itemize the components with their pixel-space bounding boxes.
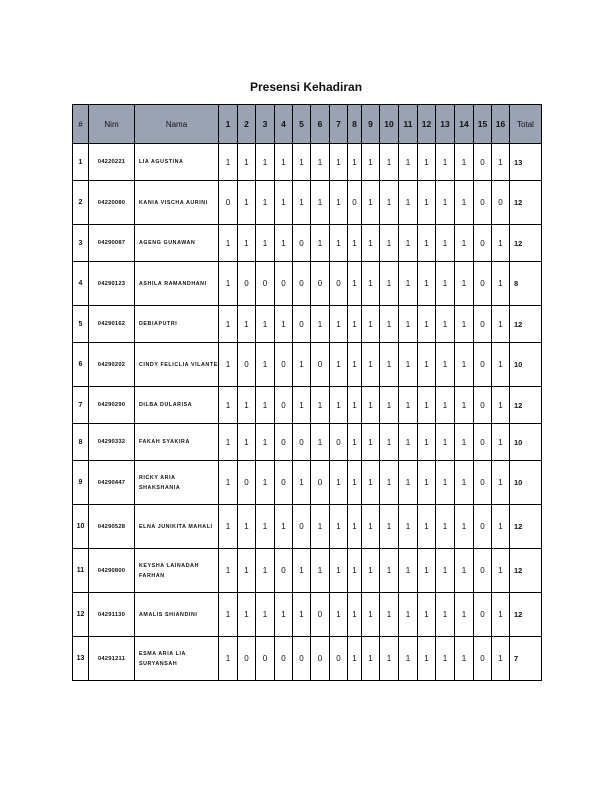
attendance-cell: 1: [455, 387, 474, 424]
table-row: [73, 637, 542, 681]
attendance-cell: 1: [380, 343, 399, 387]
attendance-cell: 0: [256, 262, 275, 306]
row-number: 1: [73, 144, 89, 181]
attendance-cell: 0: [311, 343, 330, 387]
attendance-cell: 1: [311, 181, 330, 225]
attendance-cell: 1: [238, 225, 256, 262]
attendance-cell: 1: [330, 343, 348, 387]
nama-cell: ASHILA RAMANDHANI: [135, 262, 219, 306]
attendance-cell: 1: [362, 144, 380, 181]
attendance-cell: 0: [474, 461, 492, 505]
attendance-cell: 1: [380, 637, 399, 681]
attendance-cell: 1: [418, 343, 436, 387]
attendance-cell: 1: [219, 306, 238, 343]
attendance-cell: 1: [492, 637, 510, 681]
nim-cell: 04220080: [89, 181, 135, 225]
nama-cell: KEYSHA LAINADAH FARHAN: [135, 549, 219, 593]
attendance-cell: 0: [293, 505, 311, 549]
attendance-cell: 0: [256, 637, 275, 681]
table-row: [73, 424, 542, 461]
attendance-cell: 0: [293, 424, 311, 461]
attendance-cell: 1: [436, 637, 455, 681]
attendance-cell: 1: [362, 505, 380, 549]
attendance-cell: 1: [348, 549, 362, 593]
nama-cell: CINDY FELICLIA VILANTE: [135, 343, 219, 387]
attendance-cell: 1: [455, 306, 474, 343]
attendance-cell: 0: [275, 637, 293, 681]
attendance-cell: 1: [436, 306, 455, 343]
attendance-cell: 1: [380, 461, 399, 505]
attendance-cell: 1: [418, 505, 436, 549]
total-cell: 12: [510, 549, 542, 593]
attendance-cell: 1: [492, 343, 510, 387]
attendance-cell: 0: [474, 181, 492, 225]
nama-cell: DEBIAPUTRI: [135, 306, 219, 343]
attendance-cell: 1: [436, 181, 455, 225]
nama-cell: DILBA DULARISA: [135, 387, 219, 424]
attendance-cell: 1: [455, 424, 474, 461]
attendance-cell: 1: [455, 461, 474, 505]
attendance-cell: 1: [492, 306, 510, 343]
attendance-cell: 1: [380, 549, 399, 593]
row-number: 2: [73, 181, 89, 225]
table-row: [73, 225, 542, 262]
attendance-cell: 1: [256, 387, 275, 424]
attendance-cell: 1: [492, 225, 510, 262]
nim-cell: 04220221: [89, 144, 135, 181]
attendance-cell: 1: [455, 549, 474, 593]
attendance-cell: 0: [311, 262, 330, 306]
attendance-cell: 1: [380, 505, 399, 549]
attendance-cell: 1: [418, 461, 436, 505]
attendance-cell: 1: [380, 262, 399, 306]
attendance-cell: 1: [219, 262, 238, 306]
row-number: 6: [73, 343, 89, 387]
attendance-cell: 1: [256, 225, 275, 262]
attendance-cell: 0: [275, 262, 293, 306]
attendance-cell: 1: [455, 144, 474, 181]
attendance-cell: 1: [348, 343, 362, 387]
row-number: 4: [73, 262, 89, 306]
attendance-cell: 1: [330, 461, 348, 505]
attendance-cell: 1: [219, 593, 238, 637]
attendance-cell: 1: [311, 505, 330, 549]
attendance-cell: 1: [436, 387, 455, 424]
attendance-cell: 1: [238, 505, 256, 549]
attendance-cell: 1: [348, 225, 362, 262]
attendance-cell: 1: [348, 424, 362, 461]
row-number: 7: [73, 387, 89, 424]
table-row: [73, 387, 542, 424]
column-header: #: [73, 105, 89, 144]
attendance-cell: 0: [474, 505, 492, 549]
attendance-cell: 1: [492, 593, 510, 637]
column-header: 11: [399, 105, 418, 144]
table-row: [73, 306, 542, 343]
attendance-cell: 1: [275, 306, 293, 343]
nim-cell: 04291211: [89, 637, 135, 681]
attendance-cell: 1: [275, 144, 293, 181]
attendance-cell: 0: [348, 181, 362, 225]
attendance-cell: 1: [238, 387, 256, 424]
attendance-cell: 1: [219, 387, 238, 424]
table-row: [73, 461, 542, 505]
attendance-cell: 1: [348, 387, 362, 424]
attendance-cell: 0: [474, 225, 492, 262]
nim-cell: 04290162: [89, 306, 135, 343]
nama-cell: FAKAH SYAKIRA: [135, 424, 219, 461]
attendance-cell: 0: [330, 637, 348, 681]
attendance-cell: 1: [455, 637, 474, 681]
attendance-cell: 1: [293, 144, 311, 181]
total-cell: 10: [510, 461, 542, 505]
attendance-cell: 1: [436, 549, 455, 593]
attendance-cell: 0: [275, 549, 293, 593]
attendance-cell: 1: [399, 225, 418, 262]
attendance-cell: 0: [474, 144, 492, 181]
attendance-cell: 1: [293, 593, 311, 637]
attendance-cell: 0: [293, 262, 311, 306]
attendance-cell: 1: [238, 181, 256, 225]
column-header: 14: [455, 105, 474, 144]
total-cell: 12: [510, 181, 542, 225]
table-row: [73, 144, 542, 181]
attendance-cell: 0: [474, 424, 492, 461]
attendance-cell: 1: [418, 593, 436, 637]
attendance-cell: 1: [219, 461, 238, 505]
attendance-cell: 1: [275, 225, 293, 262]
attendance-cell: 1: [362, 343, 380, 387]
column-header: 1: [219, 105, 238, 144]
attendance-cell: 0: [293, 225, 311, 262]
nim-cell: 04291130: [89, 593, 135, 637]
attendance-cell: 1: [380, 144, 399, 181]
attendance-cell: 1: [256, 424, 275, 461]
attendance-cell: 1: [348, 593, 362, 637]
nama-cell: AGENG GUNAWAN: [135, 225, 219, 262]
attendance-cell: 1: [219, 343, 238, 387]
attendance-cell: 1: [418, 387, 436, 424]
attendance-cell: 1: [311, 225, 330, 262]
attendance-cell: 1: [399, 181, 418, 225]
row-number: 11: [73, 549, 89, 593]
attendance-cell: 1: [330, 593, 348, 637]
attendance-cell: 1: [399, 424, 418, 461]
attendance-cell: 1: [238, 144, 256, 181]
attendance-cell: 1: [256, 306, 275, 343]
attendance-cell: 1: [436, 144, 455, 181]
row-number: 5: [73, 306, 89, 343]
attendance-cell: 1: [293, 181, 311, 225]
table-row: [73, 549, 542, 593]
column-header: 16: [492, 105, 510, 144]
row-number: 3: [73, 225, 89, 262]
attendance-cell: 1: [380, 306, 399, 343]
row-number: 9: [73, 461, 89, 505]
attendance-cell: 1: [311, 549, 330, 593]
attendance-cell: 1: [330, 387, 348, 424]
total-cell: 12: [510, 593, 542, 637]
attendance-cell: 0: [238, 262, 256, 306]
attendance-cell: 1: [348, 306, 362, 343]
attendance-cell: 1: [311, 144, 330, 181]
attendance-cell: 1: [455, 343, 474, 387]
total-cell: 12: [510, 387, 542, 424]
attendance-cell: 1: [436, 225, 455, 262]
attendance-cell: 1: [256, 144, 275, 181]
attendance-cell: 1: [238, 306, 256, 343]
attendance-cell: 1: [348, 144, 362, 181]
attendance-cell: 0: [474, 343, 492, 387]
attendance-cell: 0: [238, 461, 256, 505]
attendance-cell: 0: [219, 181, 238, 225]
nim-cell: 04290332: [89, 424, 135, 461]
attendance-cell: 1: [399, 461, 418, 505]
attendance-cell: 1: [418, 637, 436, 681]
attendance-cell: 1: [362, 225, 380, 262]
attendance-cell: 1: [418, 306, 436, 343]
attendance-cell: 0: [492, 181, 510, 225]
attendance-cell: 1: [380, 181, 399, 225]
column-header: 10: [380, 105, 399, 144]
attendance-cell: 0: [474, 306, 492, 343]
attendance-cell: 1: [362, 593, 380, 637]
attendance-cell: 0: [330, 424, 348, 461]
attendance-cell: 1: [492, 262, 510, 306]
attendance-cell: 1: [256, 181, 275, 225]
attendance-cell: 1: [362, 461, 380, 505]
attendance-cell: 1: [399, 387, 418, 424]
column-header: 9: [362, 105, 380, 144]
attendance-cell: 1: [293, 343, 311, 387]
attendance-cell: 1: [256, 343, 275, 387]
attendance-cell: 1: [418, 549, 436, 593]
attendance-cell: 1: [348, 637, 362, 681]
table-row: [73, 593, 542, 637]
attendance-cell: 1: [219, 549, 238, 593]
attendance-cell: 1: [219, 505, 238, 549]
row-number: 12: [73, 593, 89, 637]
attendance-cell: 0: [293, 306, 311, 343]
column-header: 7: [330, 105, 348, 144]
attendance-cell: 1: [399, 343, 418, 387]
attendance-cell: 1: [399, 144, 418, 181]
attendance-cell: 1: [348, 461, 362, 505]
attendance-cell: 1: [492, 144, 510, 181]
column-header: 3: [256, 105, 275, 144]
attendance-cell: 1: [399, 262, 418, 306]
attendance-cell: 0: [275, 343, 293, 387]
attendance-cell: 1: [348, 262, 362, 306]
attendance-cell: 0: [293, 637, 311, 681]
nama-cell: ELNA JUNIKITA MAHALI: [135, 505, 219, 549]
attendance-cell: 1: [380, 424, 399, 461]
total-cell: 12: [510, 505, 542, 549]
attendance-cell: 1: [330, 181, 348, 225]
attendance-cell: 1: [436, 461, 455, 505]
attendance-cell: 1: [330, 505, 348, 549]
nama-cell: ESMA ARIA LIA SURYANSAH: [135, 637, 219, 681]
attendance-cell: 1: [362, 181, 380, 225]
attendance-cell: 0: [474, 549, 492, 593]
row-number: 10: [73, 505, 89, 549]
nim-cell: 04290447: [89, 461, 135, 505]
nama-cell: AMALIS SHIANDINI: [135, 593, 219, 637]
attendance-cell: 1: [436, 424, 455, 461]
attendance-cell: 1: [219, 637, 238, 681]
attendance-cell: 1: [362, 424, 380, 461]
attendance-cell: 1: [418, 262, 436, 306]
attendance-cell: 1: [219, 424, 238, 461]
attendance-cell: 1: [362, 387, 380, 424]
nim-cell: 04290087: [89, 225, 135, 262]
attendance-cell: 1: [238, 424, 256, 461]
attendance-cell: 1: [330, 549, 348, 593]
table-row: [73, 343, 542, 387]
nim-cell: 04290202: [89, 343, 135, 387]
column-header: 4: [275, 105, 293, 144]
attendance-cell: 1: [492, 505, 510, 549]
attendance-cell: 1: [380, 593, 399, 637]
attendance-cell: 1: [418, 181, 436, 225]
total-cell: 7: [510, 637, 542, 681]
attendance-cell: 0: [311, 461, 330, 505]
total-cell: 12: [510, 225, 542, 262]
attendance-cell: 1: [362, 306, 380, 343]
column-header: Total: [510, 105, 542, 144]
nama-cell: LIA AGUSTINA: [135, 144, 219, 181]
attendance-cell: 1: [330, 306, 348, 343]
total-cell: 8: [510, 262, 542, 306]
row-number: 13: [73, 637, 89, 681]
attendance-table: [72, 104, 542, 681]
attendance-cell: 1: [436, 593, 455, 637]
table-row: [73, 262, 542, 306]
attendance-cell: 1: [492, 461, 510, 505]
attendance-cell: 1: [492, 387, 510, 424]
nim-cell: 04290800: [89, 549, 135, 593]
attendance-cell: 1: [238, 593, 256, 637]
table-row: [73, 181, 542, 225]
attendance-cell: 0: [311, 593, 330, 637]
attendance-cell: 1: [256, 593, 275, 637]
column-header: Nama: [135, 105, 219, 144]
attendance-cell: 1: [492, 549, 510, 593]
attendance-cell: 0: [474, 637, 492, 681]
attendance-cell: 1: [455, 505, 474, 549]
column-header: 8: [348, 105, 362, 144]
attendance-cell: 1: [455, 181, 474, 225]
nim-cell: 04290528: [89, 505, 135, 549]
total-cell: 10: [510, 424, 542, 461]
attendance-cell: 1: [348, 505, 362, 549]
attendance-cell: 1: [275, 505, 293, 549]
attendance-cell: 1: [293, 549, 311, 593]
attendance-cell: 1: [436, 505, 455, 549]
attendance-cell: 1: [238, 549, 256, 593]
total-cell: 12: [510, 306, 542, 343]
attendance-cell: 1: [399, 306, 418, 343]
attendance-cell: 1: [455, 593, 474, 637]
attendance-cell: 0: [238, 637, 256, 681]
attendance-cell: 1: [256, 505, 275, 549]
attendance-cell: 1: [293, 461, 311, 505]
attendance-cell: 1: [418, 225, 436, 262]
total-cell: 10: [510, 343, 542, 387]
attendance-cell: 1: [219, 225, 238, 262]
attendance-cell: 1: [256, 549, 275, 593]
attendance-cell: 1: [380, 225, 399, 262]
column-header: 5: [293, 105, 311, 144]
attendance-cell: 0: [275, 424, 293, 461]
attendance-cell: 1: [219, 144, 238, 181]
attendance-cell: 1: [311, 306, 330, 343]
attendance-cell: 0: [474, 387, 492, 424]
nim-cell: 04290290: [89, 387, 135, 424]
attendance-cell: 0: [474, 593, 492, 637]
nama-cell: RICKY ARIA SHAKSHANIA: [135, 461, 219, 505]
attendance-cell: 1: [492, 424, 510, 461]
nama-cell: KANIA VISCHA AURINI: [135, 181, 219, 225]
attendance-cell: 1: [256, 461, 275, 505]
column-header: 12: [418, 105, 436, 144]
attendance-cell: 1: [399, 593, 418, 637]
attendance-cell: 0: [238, 343, 256, 387]
attendance-cell: 1: [455, 225, 474, 262]
attendance-cell: 1: [436, 343, 455, 387]
column-header: 15: [474, 105, 492, 144]
attendance-cell: 1: [330, 225, 348, 262]
attendance-cell: 1: [399, 637, 418, 681]
attendance-cell: 1: [436, 262, 455, 306]
column-header: 6: [311, 105, 330, 144]
page-title: Presensi Kehadiran: [249, 80, 363, 94]
attendance-cell: 1: [362, 262, 380, 306]
attendance-cell: 0: [474, 262, 492, 306]
attendance-cell: 1: [293, 387, 311, 424]
attendance-cell: 0: [275, 387, 293, 424]
attendance-cell: 1: [399, 505, 418, 549]
attendance-cell: 1: [311, 387, 330, 424]
attendance-cell: 1: [380, 387, 399, 424]
attendance-cell: 1: [418, 424, 436, 461]
row-number: 8: [73, 424, 89, 461]
nim-cell: 04290123: [89, 262, 135, 306]
table-header-row: [73, 105, 542, 144]
column-header: 2: [238, 105, 256, 144]
column-header: Nim: [89, 105, 135, 144]
attendance-cell: 0: [275, 461, 293, 505]
attendance-cell: 1: [275, 181, 293, 225]
attendance-cell: 1: [362, 637, 380, 681]
attendance-cell: 1: [362, 549, 380, 593]
attendance-cell: 0: [330, 262, 348, 306]
attendance-cell: 1: [330, 144, 348, 181]
attendance-cell: 1: [275, 593, 293, 637]
attendance-cell: 1: [455, 262, 474, 306]
column-header: 13: [436, 105, 455, 144]
attendance-cell: 1: [311, 424, 330, 461]
attendance-cell: 1: [418, 144, 436, 181]
attendance-cell: 0: [311, 637, 330, 681]
attendance-cell: 1: [399, 549, 418, 593]
table-row: [73, 505, 542, 549]
total-cell: 13: [510, 144, 542, 181]
